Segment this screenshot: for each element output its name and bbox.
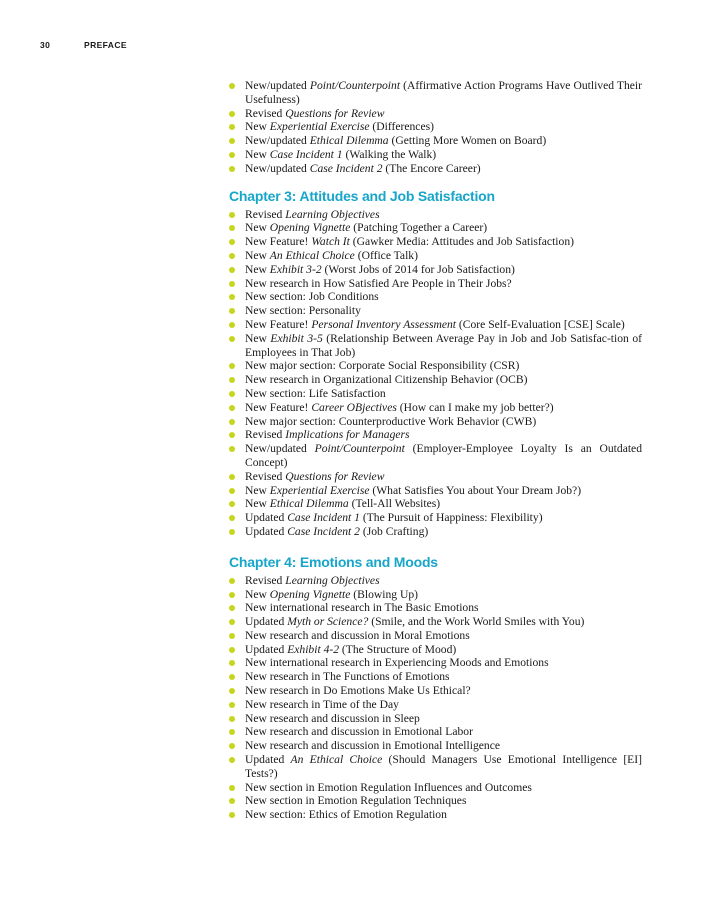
item-italic-text: Personal Inventory Assessment (311, 317, 457, 331)
list-item (229, 442, 642, 470)
section-title: PREFACE (84, 40, 127, 50)
item-text: New/updated (245, 442, 315, 456)
list-item (229, 134, 642, 148)
item-text: Updated (245, 615, 288, 629)
item-text: New research in How Satisfied Are People in Their Jobs? (245, 276, 512, 290)
item-italic-text: Point/Counterpoint (309, 79, 401, 92)
page-number: 30 (40, 40, 51, 50)
chapter-3-heading: Chapter 3: Attitudes and Job Satisfaction (229, 187, 495, 204)
item-text: New major section: Corporate Social Responsibility (CSR) (245, 359, 520, 373)
list-item (229, 794, 642, 808)
list-item (229, 629, 642, 643)
item-text: New research in Time of the Day (245, 697, 399, 711)
item-text: (Blowing Up) (350, 587, 419, 601)
running-head (40, 40, 127, 50)
item-text: New Feature! (245, 235, 312, 249)
item-text: New/updated (245, 134, 310, 148)
item-italic-text: Case Incident 2 (287, 524, 360, 538)
item-text: New major section: Counterproductive Work Behavior (CWB) (245, 414, 537, 428)
item-text: New research in The Functions of Emotions (245, 670, 450, 684)
item-text: New (245, 248, 270, 262)
list-item (229, 387, 642, 401)
list-item (229, 79, 642, 107)
list-item (229, 525, 642, 539)
list-item (229, 470, 642, 484)
item-italic-text: Learning Objectives (285, 207, 380, 221)
list-item (229, 698, 642, 712)
item-text: Revised (245, 428, 286, 442)
item-text: (The Structure of Mood) (339, 642, 457, 656)
item-text: New international research in Experiencing Moods and Emotions (245, 656, 549, 670)
list-item (229, 643, 642, 657)
item-text: (Should Managers Use Emotional Intelligence [EI] Tests?) (245, 753, 642, 780)
item-text: New section in Emotion Regulation Techniques (245, 794, 467, 808)
item-text: New (245, 331, 271, 345)
list-item (229, 208, 642, 222)
list-item (229, 120, 642, 134)
item-text: New section: Ethics of Emotion Regulation (245, 808, 447, 822)
list-item (229, 359, 642, 373)
item-italic-text: Experiential Exercise (269, 483, 370, 497)
item-text: (What Satisfies You about Your Dream Job?) (369, 483, 582, 497)
item-italic-text: Case Incident 1 (287, 511, 360, 525)
chapter-4-heading: Chapter 4: Emotions and Moods (229, 553, 438, 570)
list-item (229, 277, 642, 291)
item-italic-text: An Ethical Choice (269, 248, 355, 262)
item-italic-text: Exhibit 3-2 (269, 262, 322, 276)
list-item (229, 373, 642, 387)
item-text: New Feature! (245, 400, 312, 414)
list-item (229, 670, 642, 684)
item-italic-text: Learning Objectives (285, 573, 380, 587)
item-italic-text: An Ethical Choice (290, 753, 383, 767)
list-item (229, 162, 642, 176)
list-item (229, 304, 642, 318)
list-item (229, 290, 642, 304)
item-italic-text: Opening Vignette (269, 221, 351, 235)
item-italic-text: Myth or Science? (287, 615, 369, 629)
item-text: (Walking the Walk) (342, 147, 437, 161)
list-item (229, 684, 642, 698)
item-text: (Worst Jobs of 2014 for Job Satisfaction) (321, 262, 515, 276)
item-text: (Job Crafting) (359, 524, 429, 538)
item-text: New section: Job Conditions (245, 290, 379, 304)
list-item (229, 739, 642, 753)
item-text: New research and discussion in Moral Emotions (245, 628, 470, 642)
item-text: (Core Self-Evaluation [CSE] Scale) (456, 317, 625, 331)
item-text: New section: Personality (245, 304, 361, 318)
item-text: New international research in The Basic Emotions (245, 601, 479, 615)
item-italic-text: Ethical Dilemma (309, 134, 389, 148)
list-item (229, 615, 642, 629)
list-item (229, 808, 642, 822)
item-italic-text: Questions for Review (285, 469, 385, 483)
list-item (229, 235, 642, 249)
chapter-4-list (229, 574, 642, 822)
item-text: New section in Emotion Regulation Influences and Outcomes (245, 780, 532, 794)
item-italic-text: Exhibit 4-2 (287, 642, 340, 656)
item-text: (Affirmative Action Programs Have Outlived Their Usefulness) (245, 79, 642, 106)
item-text: New Feature! (245, 317, 312, 331)
item-text: Revised (245, 573, 286, 587)
list-item (229, 263, 642, 277)
item-italic-text: Case Incident 2 (309, 161, 383, 175)
list-item (229, 497, 642, 511)
item-italic-text: Experiential Exercise (269, 120, 370, 134)
item-text: (Employer-Employee Loyalty Is an Outdated Concept) (245, 442, 643, 469)
item-italic-text: Implications for Managers (285, 428, 410, 442)
item-text: New/updated (245, 161, 310, 175)
item-text: New section: Life Satisfaction (245, 386, 386, 400)
item-text: New (245, 120, 270, 134)
item-text: (The Encore Career) (382, 161, 481, 175)
item-text: Revised (245, 106, 286, 120)
item-text: (Gawker Media: Attitudes and Job Satisfaction) (349, 235, 574, 249)
item-text: Revised (245, 469, 286, 483)
item-text: New/updated (245, 79, 310, 92)
list-item (229, 656, 642, 670)
item-text: New research in Do Emotions Make Us Ethical? (245, 684, 471, 698)
item-italic-text: Exhibit 3-5 (270, 331, 323, 345)
item-italic-text: Watch It (311, 235, 350, 249)
item-text: New research and discussion in Emotional Intelligence (245, 739, 500, 753)
item-text: (Getting More Women on Board) (388, 134, 547, 148)
item-text: (Office Talk) (354, 248, 418, 262)
list-item (229, 107, 642, 121)
list-item (229, 712, 642, 726)
list-item (229, 415, 642, 429)
intro-list (229, 79, 642, 176)
item-text: (How can I make my job better?) (396, 400, 554, 414)
list-item (229, 601, 642, 615)
item-italic-text: Point/Counterpoint (314, 442, 405, 456)
item-italic-text: Ethical Dilemma (269, 497, 349, 511)
item-text: New research and discussion in Sleep (245, 711, 420, 725)
item-text: New research in Organizational Citizenship Behavior (OCB) (245, 373, 528, 387)
page-content (229, 79, 642, 822)
chapter-3-list (229, 208, 642, 539)
item-text: New research and discussion in Emotional Labor (245, 725, 473, 739)
item-italic-text: Career OBjectives (311, 400, 397, 414)
list-item (229, 221, 642, 235)
item-text: Updated (245, 753, 291, 767)
list-item (229, 588, 642, 602)
item-text: (Relationship Between Average Pay in Job and Job Satisfac-tion of Employees in That Job) (245, 331, 642, 359)
list-item (229, 574, 642, 588)
list-item (229, 318, 642, 332)
item-text: (The Pursuit of Happiness: Flexibility) (359, 511, 543, 525)
list-item (229, 332, 642, 360)
list-item (229, 428, 642, 442)
list-item (229, 484, 642, 498)
item-text: Updated (245, 511, 288, 525)
item-text: (Smile, and the Work World Smiles with You) (368, 615, 585, 629)
item-text: (Tell-All Websites) (348, 497, 441, 511)
list-item (229, 401, 642, 415)
item-text: New (245, 497, 270, 511)
item-text: New (245, 587, 270, 601)
item-text: Updated (245, 642, 288, 656)
list-item (229, 511, 642, 525)
item-italic-text: Case Incident 1 (269, 147, 343, 161)
list-item (229, 148, 642, 162)
item-text: New (245, 262, 270, 276)
item-text: New (245, 147, 270, 161)
item-text: Updated (245, 524, 288, 538)
list-item (229, 249, 642, 263)
item-text: New (245, 221, 270, 235)
item-text: New (245, 483, 270, 497)
list-item (229, 753, 642, 781)
item-italic-text: Opening Vignette (269, 587, 351, 601)
list-item (229, 725, 642, 739)
item-text: (Patching Together a Career) (350, 221, 488, 235)
item-italic-text: Questions for Review (285, 106, 385, 120)
item-text: (Differences) (369, 120, 434, 134)
list-item (229, 781, 642, 795)
item-text: Revised (245, 207, 286, 221)
